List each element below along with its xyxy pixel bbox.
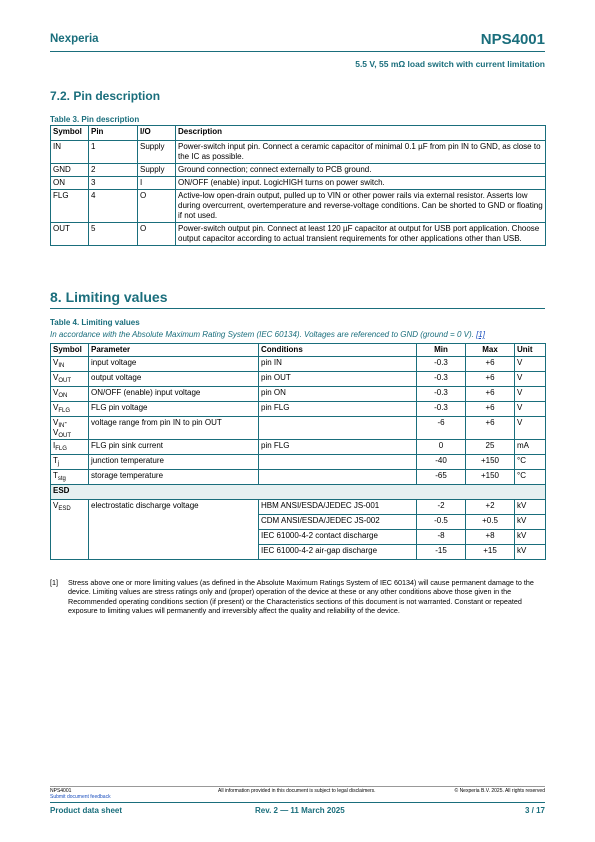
symbol-base: T bbox=[53, 471, 58, 480]
header-rule bbox=[50, 51, 545, 52]
limit-symbol bbox=[51, 357, 89, 372]
symbol-subscript: FLG bbox=[55, 446, 67, 452]
limit-condition: pin FLG bbox=[259, 402, 417, 417]
table-row bbox=[51, 164, 546, 177]
limit-parameter: output voltage bbox=[89, 372, 259, 387]
footnote-text: Stress above one or more limiting values (as defined in the Absolute Maximum Ratings System of IEC 60134) will cause permanent damage to the device. Limiting values are stress ratings only and (proper) operation of the device at these or any other conditions above those given in the Recommended operating conditions section (if present) or the Characteristics sections of this document is not warranted. Constant or repeated exposure to limiting values will permanently and irreversibly affect the quality and reliability of the device. bbox=[68, 578, 534, 615]
pin-symbol: ON bbox=[51, 177, 89, 190]
table-row bbox=[51, 177, 546, 190]
pin-io: I bbox=[138, 177, 176, 190]
esd-section-row bbox=[51, 485, 546, 500]
limit-condition bbox=[259, 470, 417, 485]
symbol-subscript: IN bbox=[58, 423, 65, 429]
esd-section-label: ESD bbox=[51, 485, 546, 500]
limit-max: +2 bbox=[466, 500, 515, 515]
column-header: Symbol bbox=[51, 344, 89, 357]
table-row bbox=[51, 470, 546, 485]
limit-condition: pin IN bbox=[259, 357, 417, 372]
symbol-subscript: ON bbox=[58, 393, 68, 399]
symbol-subscript: stg bbox=[57, 476, 66, 482]
limit-symbol bbox=[51, 417, 89, 440]
table-row bbox=[51, 372, 546, 387]
limit-condition: CDM ANSI/ESDA/JEDEC JS-002 bbox=[259, 515, 417, 530]
column-header: Conditions bbox=[259, 344, 417, 357]
table-header-row bbox=[51, 344, 546, 357]
symbol-subscript: OUT bbox=[58, 378, 72, 384]
limit-condition bbox=[259, 417, 417, 440]
pin-symbol: OUT bbox=[51, 223, 89, 246]
pin-description: Power-switch output pin. Connect at least 120 µF capacitor at output for USB port application. Choose output capacitor according to actual transient requirements for other applications other than USB. bbox=[176, 223, 546, 246]
limit-parameter: input voltage bbox=[89, 357, 259, 372]
limit-symbol bbox=[51, 440, 89, 455]
limit-condition: pin OUT bbox=[259, 372, 417, 387]
limit-max: +6 bbox=[466, 357, 515, 372]
limit-unit: V bbox=[515, 402, 546, 417]
footer-doc-id: NPS4001 bbox=[50, 788, 72, 794]
symbol-separator: - bbox=[64, 418, 68, 427]
table-row bbox=[51, 190, 546, 223]
table-row bbox=[51, 440, 546, 455]
table-row bbox=[51, 402, 546, 417]
limit-symbol bbox=[51, 372, 89, 387]
page-number: 3 / 17 bbox=[524, 806, 545, 815]
limit-min: -0.5 bbox=[417, 515, 466, 530]
symbol-subscript: j bbox=[57, 461, 60, 467]
limit-min: 0 bbox=[417, 440, 466, 455]
footnote-number: [1] bbox=[50, 578, 58, 587]
symbol-subscript: IN bbox=[58, 363, 65, 369]
copyright: © Nexperia B.V. 2025. All rights reserved bbox=[454, 788, 545, 794]
limit-min: -6 bbox=[417, 417, 466, 440]
limit-unit: kV bbox=[515, 515, 546, 530]
limit-max: 25 bbox=[466, 440, 515, 455]
table-row bbox=[51, 357, 546, 372]
part-number: NPS4001 bbox=[480, 31, 545, 48]
limit-min: -15 bbox=[417, 545, 466, 560]
legal-disclaimer: All information provided in this document is subject to legal disclaimers. bbox=[218, 788, 376, 794]
column-header: I/O bbox=[138, 126, 176, 141]
limit-parameter: electrostatic discharge voltage bbox=[89, 500, 259, 560]
limit-parameter: FLG pin voltage bbox=[89, 402, 259, 417]
brand-name: Nexperia bbox=[50, 33, 99, 45]
limiting-values-heading: 8. Limiting values bbox=[50, 289, 168, 305]
table-header-row bbox=[51, 126, 546, 141]
column-header: Pin bbox=[89, 126, 138, 141]
limit-unit: mA bbox=[515, 440, 546, 455]
limit-symbol bbox=[51, 402, 89, 417]
limit-parameter: ON/OFF (enable) input voltage bbox=[89, 387, 259, 402]
pin-symbol: IN bbox=[51, 141, 89, 164]
column-header: Min bbox=[417, 344, 466, 357]
pin-io: O bbox=[138, 190, 176, 223]
limit-min: -0.3 bbox=[417, 372, 466, 387]
symbol-base: V bbox=[53, 373, 59, 382]
column-header: Parameter bbox=[89, 344, 259, 357]
limit-unit: °C bbox=[515, 470, 546, 485]
limit-unit: kV bbox=[515, 500, 546, 515]
limit-min: -0.3 bbox=[417, 357, 466, 372]
limit-min: -65 bbox=[417, 470, 466, 485]
pin-io: Supply bbox=[138, 141, 176, 164]
pin-description: Ground connection; connect externally to PCB ground. bbox=[176, 164, 546, 177]
limit-unit: V bbox=[515, 357, 546, 372]
table-row bbox=[51, 223, 546, 246]
pin-description: ON/OFF (enable) input. LogicHIGH turns on power switch. bbox=[176, 177, 546, 190]
revision: Rev. 2 — 11 March 2025 bbox=[255, 806, 345, 815]
limit-min: -8 bbox=[417, 530, 466, 545]
limit-unit: °C bbox=[515, 455, 546, 470]
symbol-base: V bbox=[53, 403, 59, 412]
pin-description: Active-low open-drain output, pulled up to VIN or other power rails via external resistor. Asserts low during overcurrent, overtemperature and reverse-voltage conditions. Can be shorted to GND or floating if not used. bbox=[176, 190, 546, 223]
limits-table-caption: Table 4. Limiting values bbox=[50, 318, 140, 327]
symbol-base: V bbox=[53, 388, 59, 397]
footnote-ref-link[interactable]: [1] bbox=[476, 330, 485, 339]
document-type: Product data sheet bbox=[50, 806, 123, 815]
pin-number: 1 bbox=[89, 141, 138, 164]
limit-parameter: junction temperature bbox=[89, 455, 259, 470]
footer-rule bbox=[50, 786, 545, 787]
limit-condition: IEC 61000-4-2 air-gap discharge bbox=[259, 545, 417, 560]
pin-table-caption: Table 3. Pin description bbox=[50, 115, 140, 124]
limit-min: -40 bbox=[417, 455, 466, 470]
limit-condition bbox=[259, 455, 417, 470]
table-row bbox=[51, 417, 546, 440]
symbol-subscript: ESD bbox=[58, 506, 71, 512]
symbol-base: T bbox=[53, 456, 58, 465]
limit-condition: pin FLG bbox=[259, 440, 417, 455]
table-row bbox=[51, 455, 546, 470]
limit-max: +150 bbox=[466, 470, 515, 485]
limit-parameter: storage temperature bbox=[89, 470, 259, 485]
symbol-base: V bbox=[53, 358, 59, 367]
limit-symbol bbox=[51, 500, 89, 560]
limit-min: -2 bbox=[417, 500, 466, 515]
symbol-subscript: OUT bbox=[58, 433, 72, 439]
pin-symbol: GND bbox=[51, 164, 89, 177]
column-header: Max bbox=[466, 344, 515, 357]
symbol-subscript: FLG bbox=[58, 408, 71, 414]
limit-max: +6 bbox=[466, 387, 515, 402]
limit-symbol bbox=[51, 455, 89, 470]
limit-unit: kV bbox=[515, 545, 546, 560]
limit-parameter: voltage range from pin IN to pin OUT bbox=[89, 417, 259, 440]
table-row bbox=[51, 387, 546, 402]
pin-number: 2 bbox=[89, 164, 138, 177]
symbol-base: V bbox=[53, 428, 59, 437]
table-row bbox=[51, 500, 546, 515]
table-row bbox=[51, 141, 546, 164]
pin-io: Supply bbox=[138, 164, 176, 177]
pin-description-heading: 7.2. Pin description bbox=[50, 89, 161, 103]
symbol-base: V bbox=[53, 501, 59, 510]
limits-table-note bbox=[50, 330, 485, 339]
limit-condition: pin ON bbox=[259, 387, 417, 402]
pin-number: 4 bbox=[89, 190, 138, 223]
symbol-base: V bbox=[53, 418, 59, 427]
limit-symbol bbox=[51, 470, 89, 485]
limit-unit: V bbox=[515, 387, 546, 402]
limit-condition: HBM ANSI/ESDA/JEDEC JS-001 bbox=[259, 500, 417, 515]
limit-min: -0.3 bbox=[417, 387, 466, 402]
pin-description-table bbox=[50, 125, 546, 246]
limit-max: +8 bbox=[466, 530, 515, 545]
limit-unit: kV bbox=[515, 530, 546, 545]
column-header: Symbol bbox=[51, 126, 89, 141]
limit-max: +150 bbox=[466, 455, 515, 470]
document-subtitle: 5.5 V, 55 mΩ load switch with current limitation bbox=[355, 59, 545, 69]
symbol-base: I bbox=[53, 441, 56, 450]
pin-number: 5 bbox=[89, 223, 138, 246]
limit-max: +0.5 bbox=[466, 515, 515, 530]
section-rule bbox=[50, 308, 545, 309]
pin-description: Power-switch input pin. Connect a ceramic capacitor of minimal 0.1 µF from pin IN to GND, as close to the IC as possible. bbox=[176, 141, 546, 164]
note-text: In accordance with the Absolute Maximum Rating System (IEC 60134). Voltages are referenced to GND (ground = 0 V). bbox=[50, 330, 474, 339]
column-header: Description bbox=[176, 126, 546, 141]
limit-condition: IEC 61000-4-2 contact discharge bbox=[259, 530, 417, 545]
limit-max: +6 bbox=[466, 372, 515, 387]
limit-symbol bbox=[51, 387, 89, 402]
pin-symbol: FLG bbox=[51, 190, 89, 223]
limit-parameter: FLG pin sink current bbox=[89, 440, 259, 455]
limiting-values-table bbox=[50, 343, 546, 560]
limit-unit: V bbox=[515, 372, 546, 387]
limit-max: +15 bbox=[466, 545, 515, 560]
pin-number: 3 bbox=[89, 177, 138, 190]
column-header: Unit bbox=[515, 344, 546, 357]
footer-rule bbox=[50, 802, 545, 803]
limit-max: +6 bbox=[466, 402, 515, 417]
limit-min: -0.3 bbox=[417, 402, 466, 417]
pin-io: O bbox=[138, 223, 176, 246]
limit-max: +6 bbox=[466, 417, 515, 440]
feedback-link[interactable]: Submit document feedback bbox=[50, 794, 111, 800]
limit-unit: V bbox=[515, 417, 546, 440]
